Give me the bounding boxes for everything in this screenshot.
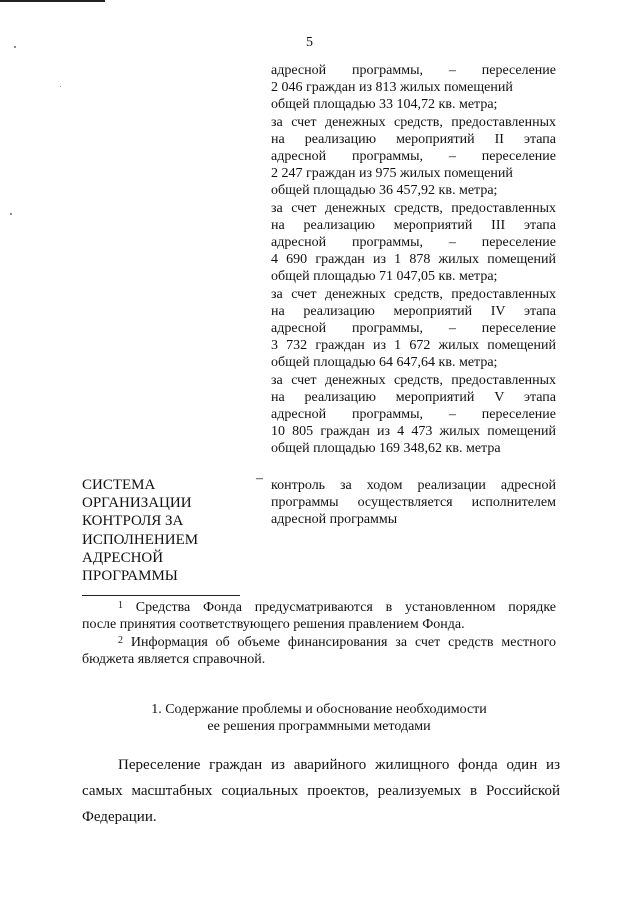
footnote-line: после принятия соответствующего решения правлением Фонда.	[82, 617, 465, 633]
separator-dash: –	[256, 471, 263, 486]
text-line: контроль за ходом реализации адресной	[271, 478, 556, 493]
paragraph-line: самых масштабных социальных проектов, реализуемых в Российской	[82, 783, 560, 799]
footnote-marker: 2	[118, 634, 123, 646]
program-results-text	[271, 62, 556, 458]
heading-line: ОРГАНИЗАЦИИ	[82, 495, 192, 512]
text-line: общей площадью 36 457,92 кв. метра;	[271, 183, 498, 199]
section-title-line: ее решения программными методами	[207, 719, 431, 734]
text-line: 3 732 граждан из 1 672 жилых помещений	[271, 338, 556, 354]
text-line: адресной программы	[271, 512, 398, 527]
text-line: за счет денежных средств, предоставленных	[271, 114, 556, 130]
footnote-text: Средства Фонда предусматриваются в установленном порядке	[135, 600, 556, 615]
page-number: 5	[306, 35, 313, 50]
text-line: программы осуществляется исполнителем	[271, 495, 556, 510]
heading-line: АДРЕСНОЙ	[82, 549, 164, 566]
heading-line: КОНТРОЛЯ ЗА	[82, 513, 184, 530]
section-paragraph	[82, 752, 560, 830]
text-line: общей площадью 71 047,05 кв. метра;	[271, 269, 498, 285]
scan-speck	[10, 213, 12, 215]
text-line: адресной программы, – переселение	[271, 149, 556, 165]
text-line: общей площадью 169 348,62 кв. метра	[271, 441, 501, 457]
text-line: адресной программы, – переселение	[271, 63, 556, 78]
footnote-line: бюджета является справочной.	[82, 652, 266, 668]
scan-edge-line	[0, 0, 105, 2]
scan-speck	[14, 46, 16, 48]
text-line: на реализацию мероприятий V этапа	[271, 389, 556, 405]
footnotes	[82, 599, 556, 669]
heading-line: ИСПОЛНЕНИЕМ	[82, 531, 199, 548]
footnote-separator	[82, 595, 240, 596]
text-line: на реализацию мероприятий IV этапа	[271, 303, 556, 319]
footnote-text: Информация об объеме финансирования за счет средств местного	[130, 634, 556, 650]
heading-line: СИСТЕМА	[82, 477, 156, 493]
text-line: адресной программы, – переселение	[271, 407, 556, 423]
text-line: 2 046 граждан из 813 жилых помещений	[271, 80, 513, 96]
footnote-line	[82, 599, 556, 616]
text-line: на реализацию мероприятий III этапа	[271, 217, 556, 233]
text-line: за счет денежных средств, предоставленных	[271, 286, 556, 302]
text-line: общей площадью 33 104,72 кв. метра;	[271, 97, 498, 113]
control-system-text	[271, 477, 556, 528]
section-title-line: 1. Содержание проблемы и обоснование необходимости	[151, 702, 487, 717]
footnote-marker: 1	[118, 600, 123, 611]
text-line: за счет денежных средств, предоставленных	[271, 200, 556, 216]
footnote-line	[82, 634, 556, 651]
section-title	[82, 701, 556, 735]
control-system-heading	[82, 476, 242, 585]
text-line: 4 690 граждан из 1 878 жилых помещений	[271, 252, 556, 268]
text-line: за счет денежных средств, предоставленных	[271, 372, 556, 388]
text-line: на реализацию мероприятий II этапа	[271, 131, 556, 147]
text-line: адресной программы, – переселение	[271, 321, 556, 337]
text-line: 2 247 граждан из 975 жилых помещений	[271, 166, 513, 182]
text-line: 10 805 граждан из 4 473 жилых помещений	[271, 424, 556, 440]
text-line: общей площадью 64 647,64 кв. метра;	[271, 355, 498, 371]
paragraph-line: Переселение граждан из аварийного жилищного фонда один из	[118, 757, 560, 773]
text-line: адресной программы, – переселение	[271, 235, 556, 251]
heading-line: ПРОГРАММЫ	[82, 568, 178, 585]
scan-speck	[60, 86, 61, 87]
paragraph-line: Федерации.	[82, 809, 157, 825]
